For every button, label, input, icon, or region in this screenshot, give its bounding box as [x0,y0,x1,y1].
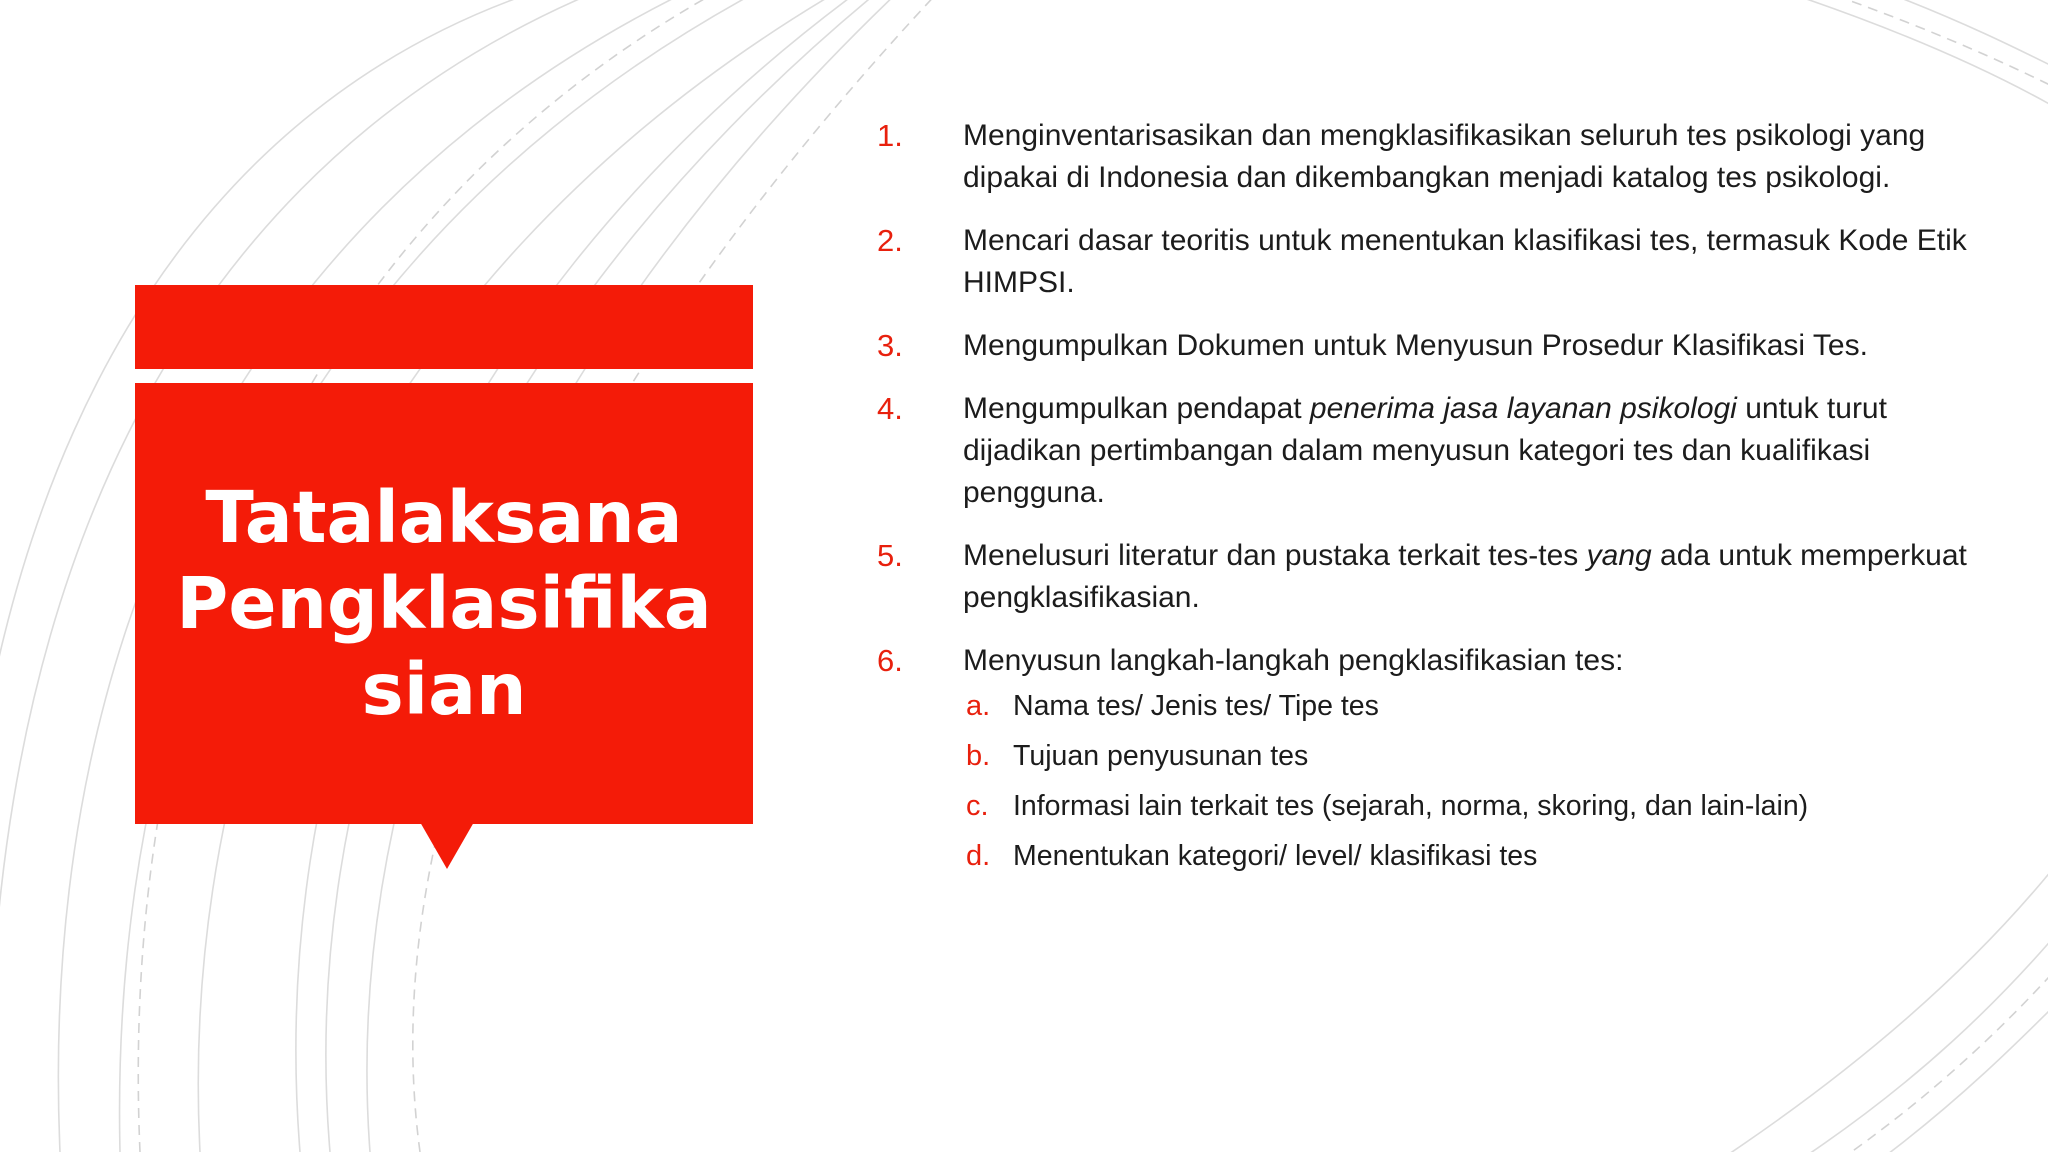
sub-list-item-text: Informasi lain terkait tes (sejarah, norma, skoring, dan lain-lain) [1013,790,1809,822]
list-item-text-start: Mengumpulkan pendapat [963,392,1310,425]
sub-list-item-letter: d. [966,840,991,872]
sub-list-item [963,736,1995,786]
sub-list-item [963,786,1995,836]
list-item [875,535,1995,619]
sub-list-item [963,836,1995,886]
steps-list [875,115,1995,907]
list-item-text-end: ada untuk memperkuat pengklasifikasian. [963,539,1967,614]
list-item-number: 4. [877,391,903,426]
sub-list-item-text: Tujuan penyusunan tes [1013,740,1309,772]
title-box-pointer [420,822,474,869]
list-item-text: Mencari dasar teoritis untuk menentukan klasifikasi tes, termasuk Kode Etik HIMPSI. [963,224,1967,299]
list-item-number: 5. [877,538,903,573]
list-item-text-end: untuk turut dijadikan pertimbangan dalam menyusun kategori tes dan kualifikasi pengguna. [963,392,1887,509]
sub-list-item-letter: a. [966,690,991,722]
sub-list-item-text: Nama tes/ Jenis tes/ Tipe tes [1013,690,1379,722]
list-item-text-start: Menelusuri literatur dan pustaka terkait tes-tes [963,539,1587,572]
list-item-text: Menyusun langkah-langkah pengklasifikasian tes: [963,644,1624,677]
slide-title: Tatalaksana Pengklasifikasian [176,475,712,731]
list-item [875,325,1995,367]
list-item-number: 6. [877,643,903,678]
list-item-number: 3. [877,328,903,363]
background-arc [1780,0,2048,110]
list-item [875,220,1995,304]
list-item-number: 2. [877,223,903,258]
list-item [875,640,1995,886]
list-item [875,388,1995,514]
list-item-text-italic: yang [1586,539,1652,572]
list-item-text: Menginventarisasikan dan mengklasifikasikan seluruh tes psikologi yang dipakai di Indonesia dan dikembangkan menjadi katalog tes psikologi. [963,119,1926,194]
list-item [875,115,1995,199]
list-item-number: 1. [877,118,903,153]
background-arc [1880,0,2048,70]
title-accent-bar [135,285,753,369]
background-arc [1800,930,2048,1152]
background-arc-dashed [1840,965,2048,1152]
background-arc-dashed [1820,0,2048,90]
background-arc [1880,1000,2048,1152]
sub-list [963,686,1995,886]
title-box [135,383,753,824]
sub-list-item-text: Menentukan kategori/ level/ klasifikasi tes [1013,840,1538,872]
list-item-text: Mengumpulkan Dokumen untuk Menyusun Prosedur Klasifikasi Tes. [963,329,1868,362]
sub-list-item-letter: c. [966,790,989,822]
sub-list-item [963,686,1995,736]
sub-list-item-letter: b. [966,740,991,772]
list-item-text-italic: penerima jasa layanan psikologi [1309,392,1737,425]
